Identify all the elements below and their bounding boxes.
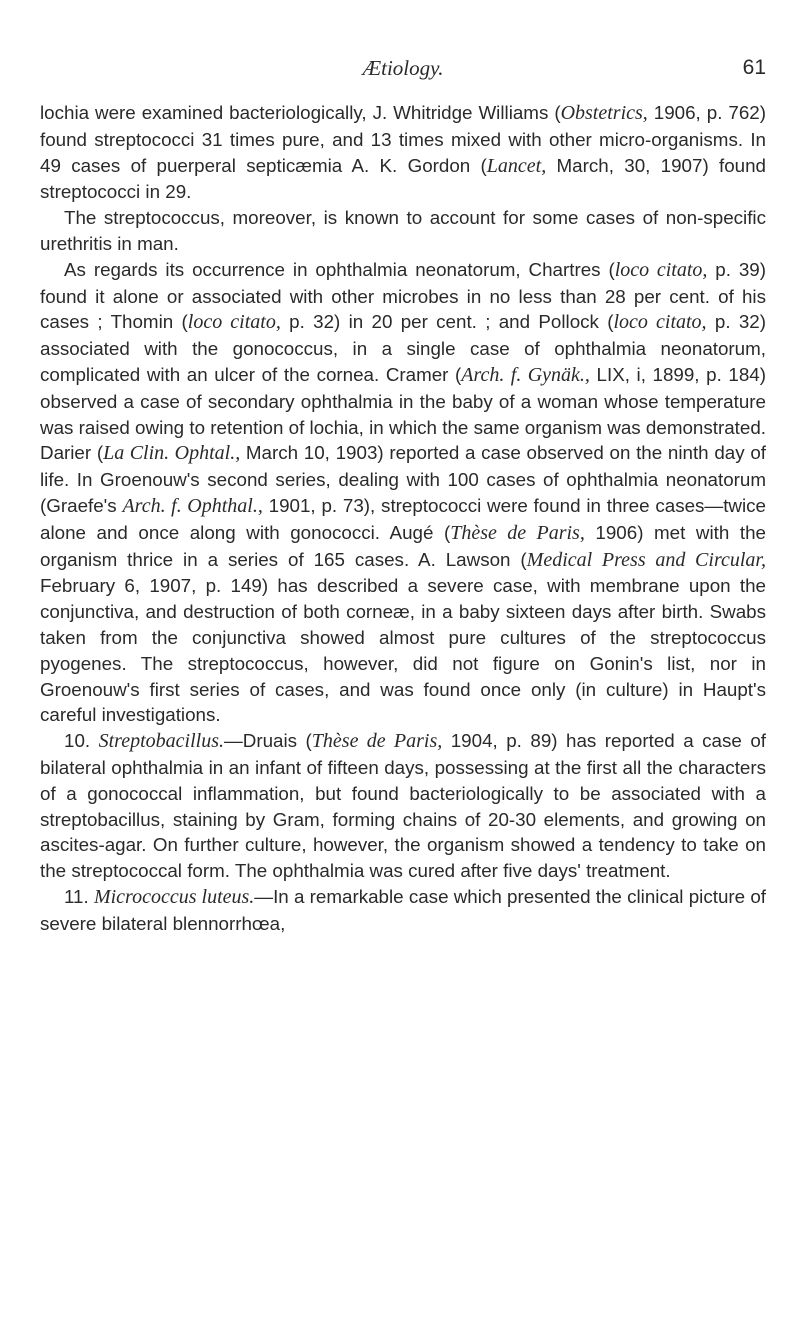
italic-text: Arch. f. Ophthal., (122, 494, 263, 517)
italic-text: Obstetrics, (560, 102, 648, 124)
italic-text: Streptobacillus. (98, 730, 224, 753)
text-run: 1906) met with the organism thrice in a series of 165 cases. A. Lawson ( (40, 521, 766, 570)
paragraph (40, 205, 766, 257)
italic-text: Thèse de Paris, (450, 521, 585, 544)
text-run: 1906, p. 762) found streptococci 31 times pure, and 13 times mixed with other micro-organisms. In 49 cases of puerperal septicæmia A. K. Gordon ( (40, 102, 766, 176)
text-run: March 10, 1903) reported a case observed on the ninth day of life. In Groenouw's second series, dealing with 100 cases of ophthalmia neonatorum (Graefe's (40, 442, 766, 516)
text-run: —In a remarkable case which presented the clinical picture of severe bilateral blennorrhœa, (40, 885, 766, 934)
text-run: 1901, p. 73), streptococci were found in three cases—twice alone and once along with gonococci. Augé ( (40, 494, 766, 543)
text-run: p. 32) in 20 per cent. ; and Pollock ( (280, 311, 614, 333)
italic-text: loco citato, (614, 258, 708, 281)
text-run: 1904, p. 89) has reported a case of bilateral ophthalmia in an infant of fifteen days, possessing at the first all the characters of a gonococcal inflammation, but found bacteriologically to be associated with a streptobacillus, staining by Gram, forming chains of 20-30 elements, and growing on ascites-agar. On further culture, however, the organism showed a tendency to take on the streptococcal form. The ophthalmia was cured after five days' treatment. (40, 730, 766, 882)
text-run: —Druais ( (223, 730, 312, 752)
text-run: LIX, i, 1899, p. 184) observed a case of secondary ophthalmia in the baby of a woman whose temperature was raised owing to retention of lochia, in which the same organism was demonstrated. Darier ( (40, 363, 766, 464)
italic-text: La Clin. Ophtal., (103, 442, 241, 465)
body-text (40, 100, 766, 937)
text-run: As regards its occurrence in ophthalmia neonatorum, Chartres ( (64, 258, 615, 280)
italic-text: Lancet, (486, 154, 547, 177)
text-run: The streptococcus, moreover, is known to account for some cases of non-specific urethritis in man. (40, 207, 766, 254)
text-run: lochia were examined bacteriologically, J. Whitridge Williams ( (40, 102, 561, 123)
paragraph (40, 100, 766, 205)
italic-text: Micrococcus luteus. (93, 885, 255, 908)
text-run: p. 39) found it alone or associated with other microbes in no less than 28 per cent. of his cases ; Thomin ( (40, 258, 767, 333)
text-run: p. 32) associated with the gonococcus, in a single case of ophthalmia neonatorum, complicated with an ulcer of the cornea. Cramer ( (40, 311, 766, 385)
italic-text: loco citato, (613, 311, 707, 334)
italic-text: Thèse de Paris, (311, 730, 443, 753)
page-header (40, 56, 766, 88)
text-run: March, 30, 1907) found streptococci in 29. (40, 154, 766, 203)
paragraph (40, 884, 766, 937)
running-title: Ætiology. (362, 56, 444, 80)
page-number: 61 (742, 56, 766, 79)
text-run: 10. (64, 730, 99, 752)
italic-text: Arch. f. Gynäk., (461, 363, 590, 386)
paragraph (40, 728, 766, 884)
text-run: February 6, 1907, p. 149) has described a severe case, with membrane upon the conjunctiva, and destruction of both corneæ, in a baby sixteen days after birth. Swabs taken from the conjunctiva showed almost pure cultures of the streptococcus pyogenes. The streptococcus, however, did not figure on Gonin's list, nor in Groenouw's first series of cases, and was found once only (in culture) in Haupt's careful investigations. (40, 575, 766, 726)
italic-text: Medical Press and Circular, (526, 548, 766, 571)
italic-text: loco citato, (187, 311, 281, 334)
paragraph (40, 257, 766, 728)
text-run: 11. (64, 885, 94, 907)
